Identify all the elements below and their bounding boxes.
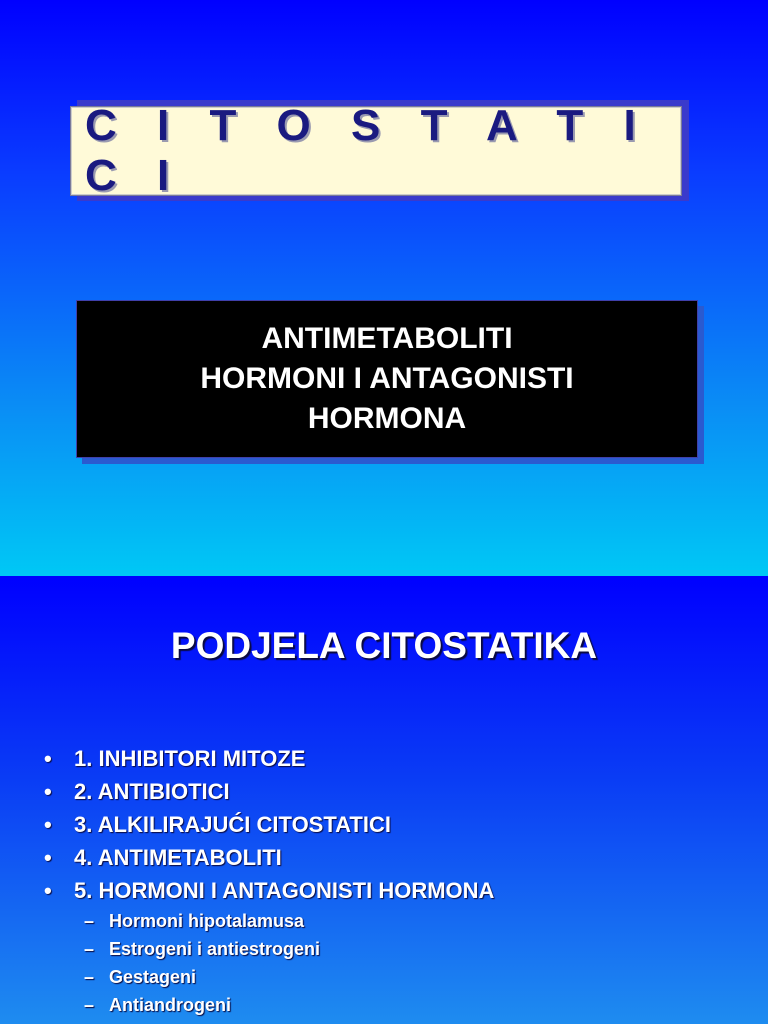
bullet-icon: • <box>44 845 52 870</box>
subtitle-line-1: ANTIMETABOLITI <box>261 322 513 355</box>
subtitle-box <box>76 300 698 458</box>
bullet-list <box>44 742 494 1019</box>
dash-icon: – <box>84 939 95 959</box>
dash-icon: – <box>84 967 95 987</box>
sub-list-item <box>44 991 494 1019</box>
dash-icon: – <box>84 911 95 931</box>
list-item-text: 1. INHIBITORI MITOZE <box>74 746 306 771</box>
sub-list-item <box>44 907 494 935</box>
dash-icon: – <box>84 995 95 1015</box>
bullet-icon: • <box>44 746 52 771</box>
slide-2-title: PODJELA CITOSTATIKA <box>170 625 598 666</box>
bullet-icon: • <box>44 812 52 837</box>
sub-list-item <box>44 963 494 991</box>
bullet-icon: • <box>44 779 52 804</box>
list-item-text: 2. ANTIBIOTICI <box>74 779 230 804</box>
list-item <box>44 874 494 907</box>
title-box <box>70 101 682 200</box>
sub-list-item-text: Antiandrogeni <box>109 995 231 1015</box>
slide-1-title: C I T O S T A T I C I <box>85 101 650 200</box>
list-item <box>44 742 494 775</box>
sub-list-item-text: Hormoni hipotalamusa <box>109 911 305 931</box>
list-item-text: 4. ANTIMETABOLITI <box>74 845 282 870</box>
list-item <box>44 841 494 874</box>
list-item <box>44 775 494 808</box>
sub-list-item <box>44 935 494 963</box>
sub-list-item-text: Estrogeni i antiestrogeni <box>109 939 321 959</box>
bullet-icon: • <box>44 878 52 903</box>
list-item-text: 3. ALKILIRAJUĆI CITOSTATICI <box>74 812 391 837</box>
subtitle-line-3: HORMONA <box>307 402 467 435</box>
list-item-text: 5. HORMONI I ANTAGONISTI HORMONA <box>74 878 495 903</box>
sub-list-item-text: Gestageni <box>109 967 197 987</box>
subtitle-line-2: HORMONI I ANTAGONISTI <box>200 362 574 395</box>
list-item <box>44 808 494 841</box>
